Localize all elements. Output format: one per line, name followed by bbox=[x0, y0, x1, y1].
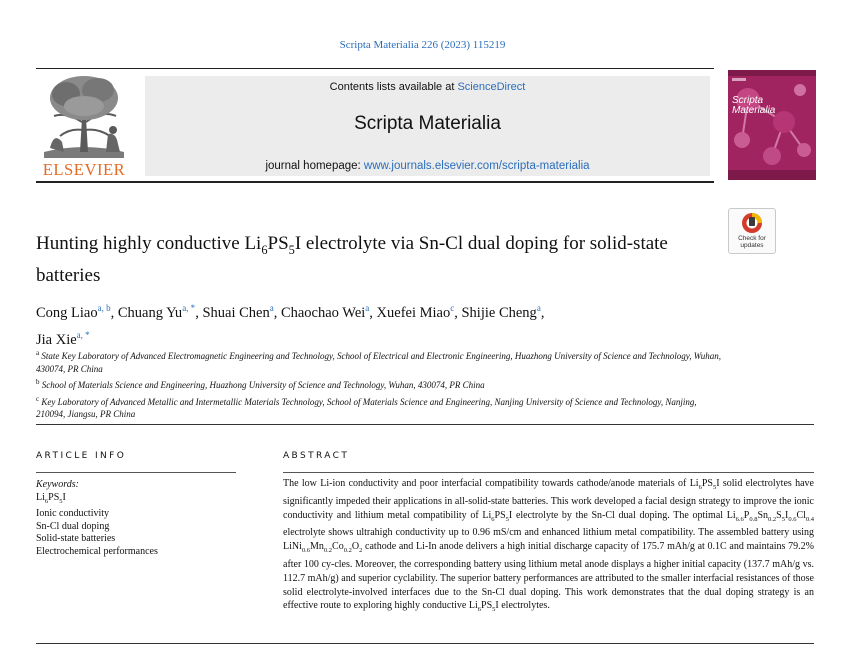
abstract-segment: electrolyte by the Sn-Cl dual doping. The optimal bbox=[512, 509, 727, 521]
journal-citation[interactable]: Scripta Materialia 226 (2023) 115219 bbox=[339, 39, 506, 51]
article-title bbox=[36, 231, 706, 289]
header-top-rule bbox=[36, 68, 714, 69]
author-affil-marks[interactable]: a bbox=[536, 303, 541, 313]
affiliations-rule bbox=[36, 424, 814, 425]
cover-title-line2: Materialia bbox=[732, 105, 776, 116]
abstract-heading: ABSTRACT bbox=[283, 451, 350, 461]
keywords-label: Keywords: bbox=[36, 479, 79, 490]
contents-prefix: Contents lists available at bbox=[329, 81, 458, 93]
keyword-item bbox=[36, 492, 246, 509]
kw-part: Li bbox=[36, 491, 45, 503]
keyword-item: Sn-Cl dual doping bbox=[36, 520, 110, 532]
title-sub: 5 bbox=[288, 242, 295, 257]
author-name[interactable]: Cong Liao bbox=[36, 304, 98, 321]
abstract-segment: The low Li-ion conductivity and poor interfacial compatibility towards cathode/anode materials of bbox=[283, 478, 690, 489]
formula-doped: $Li_{6.6}P_{0.8}Sn_{0.2}S_5I_{0.6}Cl_{0.4}$ bbox=[726, 509, 815, 523]
abstract-segment: electrolytes. bbox=[498, 600, 550, 612]
formula-lpsi: $Li_6PS_5I$ bbox=[689, 478, 720, 491]
author-name[interactable]: Shijie Cheng bbox=[461, 304, 537, 321]
author-affil-marks[interactable]: a bbox=[365, 303, 370, 313]
author-name[interactable]: Shuai Chen bbox=[202, 304, 270, 321]
author-affil-marks[interactable]: a bbox=[269, 303, 274, 313]
check-updates-label bbox=[729, 235, 775, 249]
check-for-updates-button[interactable] bbox=[728, 208, 776, 254]
affiliation-mark: a bbox=[36, 349, 40, 357]
title-part: I electrolyte via Sn-Cl dual doping for solid-state batteries bbox=[36, 233, 668, 286]
author-list: Cong Liao$^{a, b}$, Chuang $Yu^{a, *}$, Shuai Chen$^a$, Chaochao Wei$^a$, Xuefei Miao$^c$, Shijie Cheng$^a$, Jia Xie$^{a, *}$ bbox=[36, 303, 545, 348]
author-name[interactable]: Xuefei Miao bbox=[376, 304, 451, 321]
formula-lpsi: $Li_6PS_5I$ bbox=[468, 600, 499, 614]
kw-sub: 6 bbox=[44, 497, 49, 505]
abstract-rule bbox=[283, 472, 814, 473]
sciencedirect-link[interactable]: ScienceDirect bbox=[457, 81, 526, 93]
keyword-item: Electrochemical performances bbox=[36, 545, 158, 557]
author-name[interactable]: Chaochao Wei bbox=[280, 304, 366, 321]
author-affil-marks[interactable]: a, * bbox=[76, 329, 90, 340]
affiliations bbox=[36, 347, 726, 422]
formula-lpsi: $Li_6PS_5I$ bbox=[482, 509, 513, 523]
keyword-item: Ionic conductivity bbox=[36, 508, 110, 519]
homepage-prefix: journal homepage: bbox=[265, 160, 364, 172]
title-part: PS bbox=[267, 233, 289, 254]
abstract-text bbox=[283, 477, 814, 617]
affiliation-b bbox=[36, 376, 726, 392]
author-affil-marks[interactable]: c bbox=[450, 303, 455, 313]
kw-part: I bbox=[62, 491, 66, 503]
journal-header-band bbox=[145, 76, 710, 176]
keyword-item: Solid-state batteries bbox=[36, 533, 116, 544]
abstract-segment: cathode and Li-In anode delivers a high initial discharge capacity of 175.7 mAh/g at 0.1C and maintains 79.2% after 100 cy-cles. Moreover, the corresponding battery using lithium metal anode displays a higher initial capacity (137.7 mAh/g vs. 112.7 mAh/g) and superior cyclability. The superior battery performances are attributed to the smaller interfacial resistances of those solid electrolyte-involved interfaces due to the Sn-Cl dual doping. This work demonstrates that the dual doping strategy is an effective route to exploring highly conductive bbox=[283, 541, 814, 612]
affiliation-text: Key Laboratory of Advanced Metallic and Intermetallic Materials Technology, School of Materials Science and Engineering, Nanjing University of Science and Technology, Nanjing, 210094, Jiangsu, PR China bbox=[36, 396, 697, 420]
publisher-logo[interactable] bbox=[36, 72, 132, 184]
abstract-segment: solid electrolytes have significantly impeded their applications in all-solid-state batteries. This work developed a facial design strategy to improve the ionic conductivity and lithium metal compatibility of bbox=[283, 478, 814, 521]
affiliation-mark: c bbox=[36, 394, 40, 403]
kw-sub: 5 bbox=[59, 497, 63, 505]
affiliation-a bbox=[36, 347, 726, 375]
publisher-name: ELSEVIER bbox=[42, 160, 126, 179]
affiliation-c bbox=[36, 393, 726, 421]
check-updates-line2: updates bbox=[740, 242, 764, 249]
formula-ncm: $LiNi_{0.6}Mn_{0.2}Co_{0.2}O_2$ bbox=[283, 541, 363, 555]
check-updates-icon bbox=[729, 211, 775, 237]
affiliation-text: School of Materials Science and Engineering, Huazhong University of Science and Technology, Wuhan, 430074, PR China bbox=[41, 380, 485, 391]
abstract-bottom-rule bbox=[36, 643, 814, 644]
cover-title bbox=[732, 96, 812, 116]
header-bottom-rule bbox=[36, 181, 714, 183]
author-affil-marks[interactable]: a, b bbox=[97, 303, 111, 313]
keywords-block bbox=[36, 479, 246, 558]
affiliation-mark: b bbox=[36, 378, 40, 387]
check-updates-line1: Check for bbox=[738, 235, 766, 242]
kw-part: PS bbox=[48, 491, 60, 503]
contents-line bbox=[145, 81, 710, 93]
author-name[interactable]: Chuang Yu bbox=[117, 304, 183, 321]
title-sub: 6 bbox=[261, 242, 268, 257]
journal-homepage-link[interactable]: www.journals.elsevier.com/scripta-materialia bbox=[363, 160, 590, 172]
journal-cover[interactable] bbox=[728, 70, 816, 180]
abstract-segment: electrolyte shows ultrahigh conductivity up to 0.96 mS/cm and enhanced lithium metal compatibility. The assembled battery using bbox=[283, 527, 814, 539]
article-info-heading: ARTICLE INFO bbox=[36, 451, 127, 461]
journal-title: Scripta Materialia bbox=[354, 113, 501, 134]
cover-molecule-icon bbox=[728, 70, 816, 180]
author-affil-marks[interactable]: a, * bbox=[182, 303, 196, 313]
article-info-rule bbox=[36, 472, 236, 473]
homepage-line bbox=[145, 160, 710, 172]
cover-title-line1: Scripta bbox=[732, 95, 764, 106]
title-part: Hunting highly conductive Li bbox=[36, 233, 262, 254]
elsevier-tree-logo-icon bbox=[36, 72, 132, 160]
affiliation-text: State Key Laboratory of Advanced Electromagnetic Engineering and Technology, School of Electrical and Electronic Engineering, Huazhong University of Science and Technology, Wuhan, 430074, PR China bbox=[36, 351, 721, 374]
author-name[interactable]: Jia Xie bbox=[36, 331, 77, 348]
